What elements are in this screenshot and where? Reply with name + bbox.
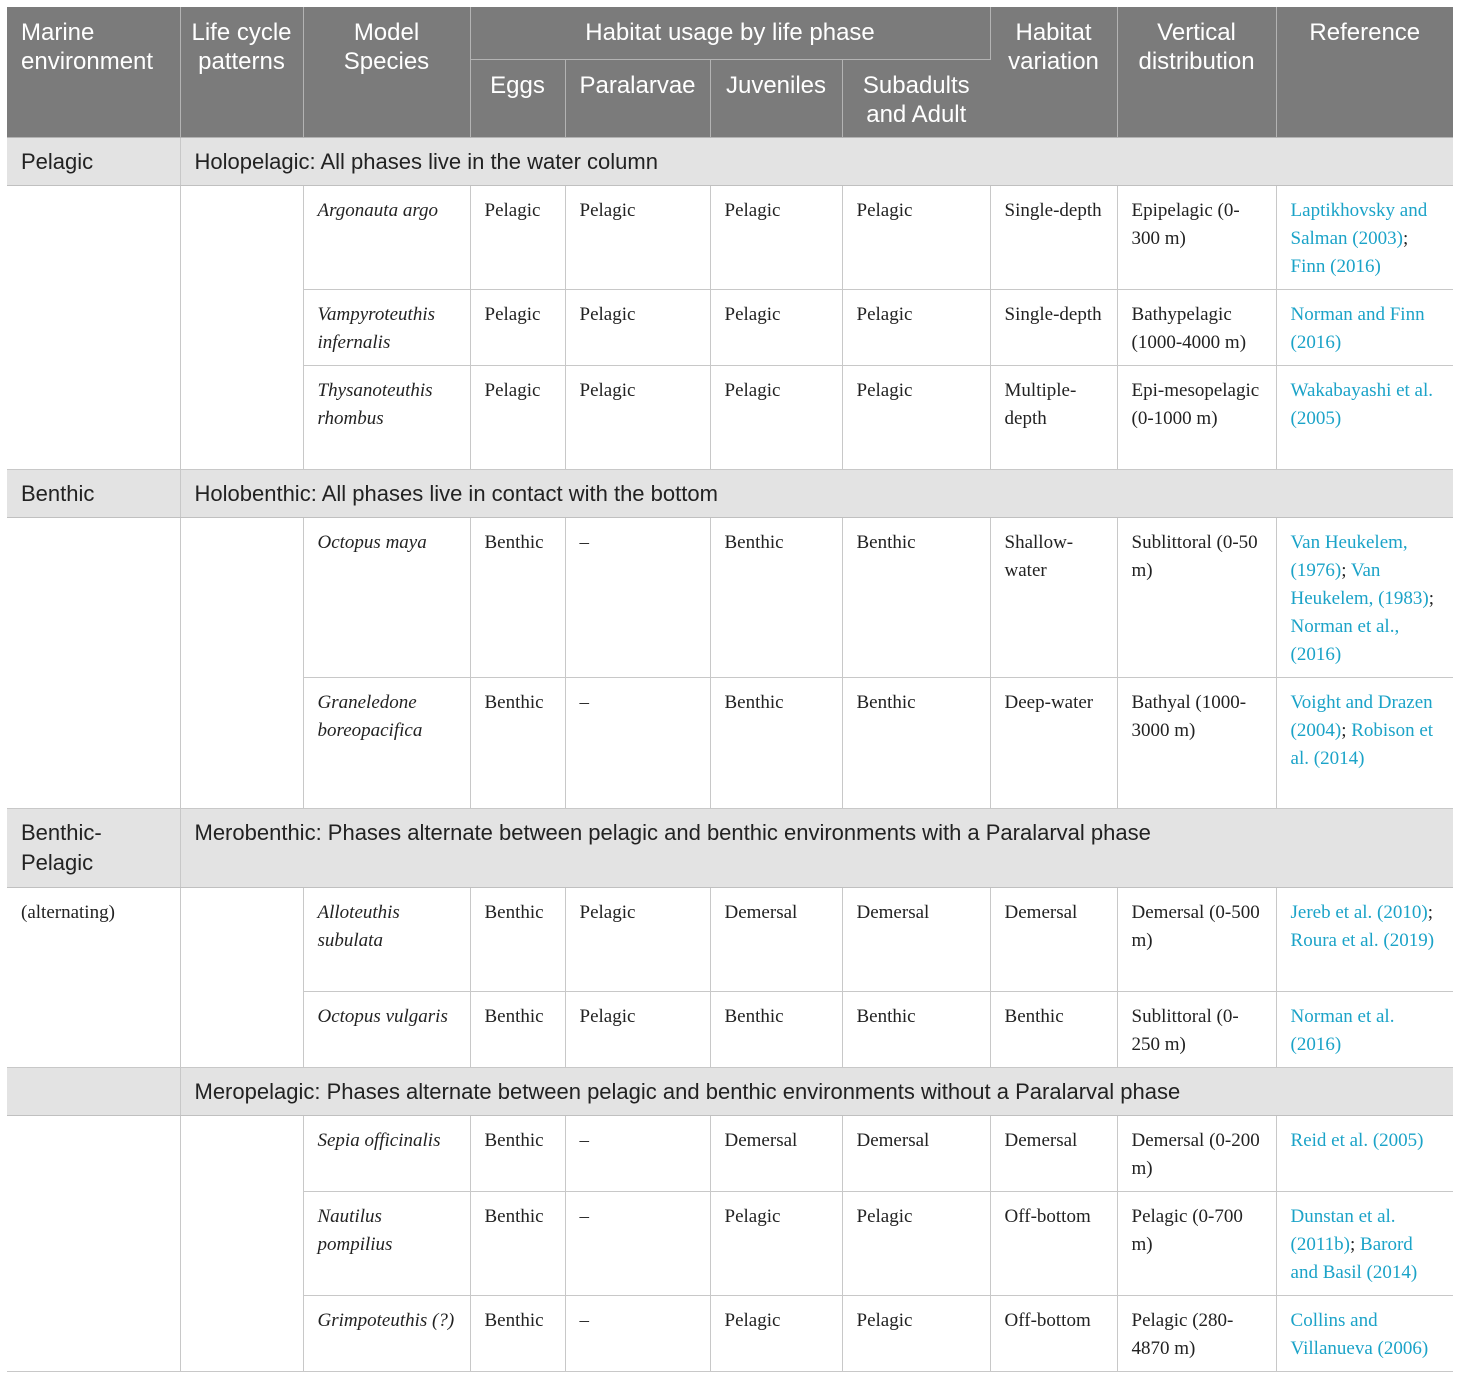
juveniles-cell: Pelagic [710,366,842,470]
paralarvae-cell: Pelagic [565,290,710,366]
group-row-pelagic [7,138,1453,186]
eggs-cell: Benthic [470,678,565,809]
table-row [7,186,1453,290]
reference-link[interactable]: Voight and Drazen (2004) [1290,692,1433,741]
group-environment: Benthic-Pelagic [7,809,180,888]
header-paralarvae: Paralarvae [565,60,710,138]
environment-cell [7,1116,180,1372]
variation-cell: Off-bottom [990,1296,1117,1372]
adult-cell: Pelagic [842,290,990,366]
eggs-cell: Benthic [470,888,565,992]
group-pattern: Merobenthic: Phases alternate between pelagic and benthic environments with a Paralarval phase [180,809,1453,888]
distribution-cell: Bathypelagic (1000-4000 m) [1117,290,1276,366]
table-row [7,1116,1453,1192]
adult-cell: Pelagic [842,186,990,290]
eggs-cell: Pelagic [470,290,565,366]
group-environment [7,1068,180,1116]
reference-link[interactable]: Jereb et al. (2010) [1290,902,1428,923]
header-reference: Reference [1276,7,1453,138]
reference-link[interactable]: Roura et al. (2019) [1290,930,1435,951]
table-row [7,888,1453,992]
variation-cell: Benthic [990,992,1117,1068]
juveniles-cell: Pelagic [710,186,842,290]
habitat-table [7,7,1453,1372]
adult-cell: Benthic [842,678,990,809]
pattern-cell [180,186,303,470]
juveniles-cell: Pelagic [710,1296,842,1372]
reference-cell: Voight and Drazen (2004); Robison et al. (2014) [1276,678,1453,809]
eggs-cell: Benthic [470,518,565,678]
variation-cell: Shallow-water [990,518,1117,678]
juveniles-cell: Benthic [710,678,842,809]
group-row-meropelagic [7,1068,1453,1116]
reference-cell: Jereb et al. (2010); Roura et al. (2019) [1276,888,1453,992]
species-cell: Alloteuthis subulata [303,888,470,992]
group-row-benthic-pelagic [7,809,1453,888]
paralarvae-cell: – [565,1192,710,1296]
reference-link[interactable]: Robison et al. (2014) [1290,720,1434,769]
distribution-cell: Pelagic (280-4870 m) [1117,1296,1276,1372]
pattern-cell [180,1116,303,1372]
distribution-cell: Epipelagic (0-300 m) [1117,186,1276,290]
reference-link[interactable]: Laptikhovsky and Salman (2003) [1290,200,1428,249]
reference-link[interactable]: Reid et al. (2005) [1276,1116,1453,1192]
group-environment: Pelagic [7,138,180,186]
group-pattern: Meropelagic: Phases alternate between pelagic and benthic environments without a Paralarval phase [180,1068,1453,1116]
juveniles-cell: Pelagic [710,1192,842,1296]
pattern-cell [180,888,303,1068]
reference-link[interactable]: Finn (2016) [1290,256,1381,277]
species-cell: Sepia officinalis [303,1116,470,1192]
header-habitat-usage: Habitat usage by life phase [470,7,990,60]
distribution-cell: Sublittoral (0-50 m) [1117,518,1276,678]
environment-cell [7,186,180,470]
distribution-cell: Demersal (0-500 m) [1117,888,1276,992]
group-pattern: Holopelagic: All phases live in the water column [180,138,1453,186]
variation-cell: Single-depth [990,186,1117,290]
variation-cell: Deep-water [990,678,1117,809]
species-cell: Nautilus pompilius [303,1192,470,1296]
distribution-cell: Epi-mesopelagic (0-1000 m) [1117,366,1276,470]
group-row-benthic [7,470,1453,518]
eggs-cell: Benthic [470,1296,565,1372]
reference-link[interactable]: Van Heukelem, (1976) [1290,532,1408,581]
species-cell: Vampyroteuthis infernalis [303,290,470,366]
reference-cell: Dunstan et al. (2011b); Barord and Basil (2014) [1276,1192,1453,1296]
paralarvae-cell: Pelagic [565,888,710,992]
species-cell: Octopus vulgaris [303,992,470,1068]
species-cell: Graneledone boreopacifica [303,678,470,809]
reference-link[interactable]: Collins and Villanueva (2006) [1276,1296,1453,1372]
paralarvae-cell: – [565,1296,710,1372]
distribution-cell: Pelagic (0-700 m) [1117,1192,1276,1296]
paralarvae-cell: – [565,1116,710,1192]
eggs-cell: Benthic [470,992,565,1068]
eggs-cell: Benthic [470,1192,565,1296]
juveniles-cell: Pelagic [710,290,842,366]
reference-link[interactable]: Barord and Basil (2014) [1290,1234,1418,1283]
distribution-cell: Sublittoral (0-250 m) [1117,992,1276,1068]
reference-cell: Laptikhovsky and Salman (2003); Finn (2016) [1276,186,1453,290]
juveniles-cell: Demersal [710,1116,842,1192]
header-juveniles: Juveniles [710,60,842,138]
paralarvae-cell: Pelagic [565,992,710,1068]
table-row [7,518,1453,678]
header-subadults-adult: Subadults and Adult [842,60,990,138]
juveniles-cell: Benthic [710,992,842,1068]
paralarvae-cell: – [565,518,710,678]
paralarvae-cell: Pelagic [565,186,710,290]
group-pattern: Holobenthic: All phases live in contact with the bottom [180,470,1453,518]
variation-cell: Demersal [990,1116,1117,1192]
species-cell: Argonauta argo [303,186,470,290]
variation-cell: Off-bottom [990,1192,1117,1296]
adult-cell: Pelagic [842,366,990,470]
adult-cell: Benthic [842,518,990,678]
paralarvae-cell: – [565,678,710,809]
eggs-cell: Benthic [470,1116,565,1192]
eggs-cell: Pelagic [470,186,565,290]
adult-cell: Benthic [842,992,990,1068]
juveniles-cell: Demersal [710,888,842,992]
species-cell: Octopus maya [303,518,470,678]
header-life-cycle-patterns: Life cycle patterns [180,7,303,138]
reference-link[interactable]: Norman and Finn (2016) [1276,290,1453,366]
reference-link[interactable]: Dunstan et al. (2011b) [1290,1206,1396,1255]
reference-link[interactable]: Van Heukelem, (1983) [1290,560,1429,609]
reference-link[interactable]: Norman et al. (2016) [1276,992,1453,1068]
header-eggs: Eggs [470,60,565,138]
eggs-cell: Pelagic [470,366,565,470]
paralarvae-cell: Pelagic [565,366,710,470]
pattern-cell [180,518,303,809]
adult-cell: Demersal [842,1116,990,1192]
header-vertical-distribution: Vertical distribution [1117,7,1276,138]
species-cell: Thysanoteuthis rhombus [303,366,470,470]
environment-note: (alternating) [7,888,180,1068]
variation-cell: Demersal [990,888,1117,992]
reference-link[interactable]: Wakabayashi et al. (2005) [1276,366,1453,470]
distribution-cell: Demersal (0-200 m) [1117,1116,1276,1192]
adult-cell: Demersal [842,888,990,992]
variation-cell: Multiple-depth [990,366,1117,470]
variation-cell: Single-depth [990,290,1117,366]
reference-cell: Van Heukelem, (1976); Van Heukelem, (1983); Norman et al., (2016) [1276,518,1453,678]
adult-cell: Pelagic [842,1192,990,1296]
header-habitat-variation: Habitat variation [990,7,1117,138]
header-marine-environment: Marine environment [7,7,180,138]
header-model-species: Model Species [303,7,470,138]
adult-cell: Pelagic [842,1296,990,1372]
reference-link[interactable]: Norman et al., (2016) [1290,616,1400,665]
distribution-cell: Bathyal (1000-3000 m) [1117,678,1276,809]
environment-cell [7,518,180,809]
juveniles-cell: Benthic [710,518,842,678]
species-cell: Grimpoteuthis (?) [303,1296,470,1372]
group-environment: Benthic [7,470,180,518]
